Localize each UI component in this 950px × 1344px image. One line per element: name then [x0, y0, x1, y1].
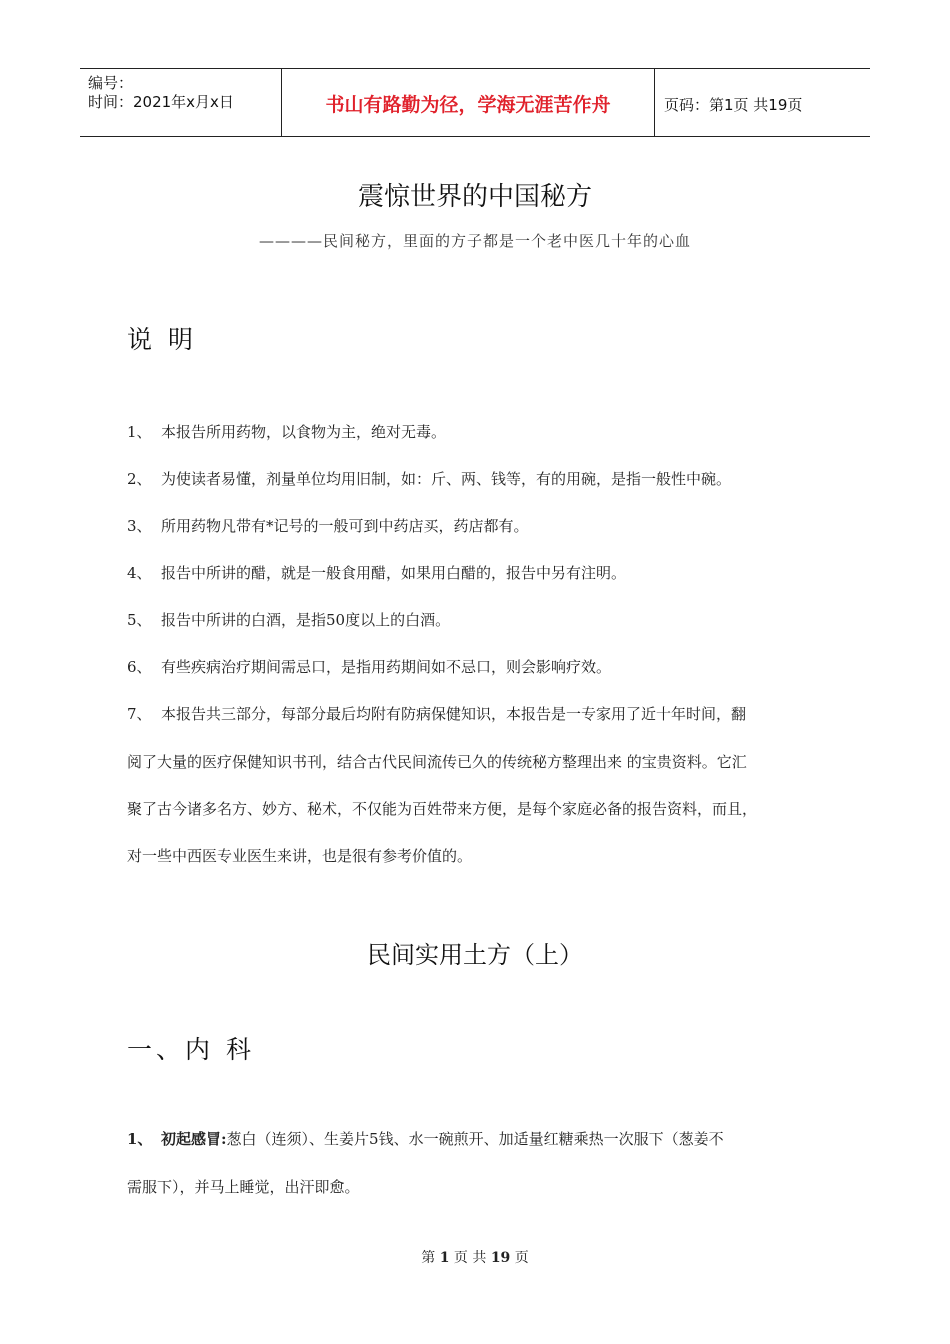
section-heading-internal: 一、内 科: [127, 1035, 255, 1064]
remedy-text: 葱白（连须）、生姜片5钱、水一碗煎开、加适量红糖乘热一次服下（葱姜不: [226, 1130, 724, 1148]
header-page-info: 页码：第1页 共19页: [664, 96, 803, 114]
list-item-number: 7、: [127, 705, 152, 723]
list-item-number: 3、: [127, 517, 152, 535]
section-heading-explain: 说 明: [127, 325, 197, 354]
list-item-text: 为使读者易懂，剂量单位均用旧制，如：斤、两、钱等，有的用碗，是指一般性中碗。: [161, 470, 732, 488]
remedy-name: 初起感冒:: [161, 1130, 227, 1148]
page-footer: [0, 1247, 950, 1267]
remedy-continuation: 需服下），并马上睡觉，出汗即愈。: [127, 1178, 360, 1196]
part-title: 民间实用土方（上）: [367, 941, 583, 969]
remedy-number: 1、: [127, 1130, 153, 1148]
footer-prefix: 第: [421, 1250, 436, 1266]
footer-suffix: 页: [514, 1250, 529, 1266]
remedy-entry: [127, 1128, 724, 1149]
list-item: [127, 562, 626, 583]
header-time-label: 时间：2021年x月x日: [88, 93, 234, 111]
list-item: [127, 515, 529, 536]
list-item-number: 1、: [127, 423, 152, 441]
list-item-text: 有些疾病治疗期间需忌口，是指用药期间如不忌口，则会影响疗效。: [161, 658, 612, 676]
list-item-number: 4、: [127, 564, 152, 582]
list-item-text: 本报告所用药物，以食物为主，绝对无毒。: [161, 423, 447, 441]
list-item: [127, 421, 446, 442]
list-item-continuation: 对一些中西医专业医生来讲，也是很有参考价值的。: [127, 847, 473, 865]
list-item-number: 2、: [127, 470, 152, 488]
list-item-number: 5、: [127, 611, 152, 629]
list-item-number: 6、: [127, 658, 152, 676]
list-item: [127, 609, 450, 630]
list-item: [127, 656, 611, 677]
footer-total-pages: 19: [490, 1250, 511, 1266]
header-motto: 书山有路勤为径，学海无涯苦作舟: [325, 94, 611, 116]
list-item-text: 报告中所讲的白酒，是指50度以上的白酒。: [161, 611, 451, 629]
list-item-text: 本报告共三部分，每部分最后均附有防病保健知识，本报告是一专家用了近十年时间，翻: [161, 705, 747, 723]
list-item-text: 所用药物凡带有*记号的一般可到中药店买，药店都有。: [161, 517, 529, 535]
header-top-rule: [80, 68, 870, 69]
list-item-continuation: 聚了古今诸多名方、妙方、秘术，不仅能为百姓带来方便，是每个家庭必备的报告资料，而且，: [127, 800, 758, 818]
document-title: 震惊世界的中国秘方: [357, 182, 592, 212]
header-bottom-rule: [80, 136, 870, 137]
header-number-label: 编号：: [88, 74, 134, 92]
list-item-text: 报告中所讲的醋，就是一般食用醋，如果用白醋的，报告中另有注明。: [161, 564, 627, 582]
document-subtitle: ————民间秘方，里面的方子都是一个老中医几十年的心血: [258, 232, 691, 250]
list-item: [127, 703, 746, 724]
list-item-continuation: 阅了大量的医疗保健知识书刊，结合古代民间流传已久的传统秘方整理出来 的宝贵资料。它汇: [127, 753, 747, 771]
list-item: [127, 468, 731, 489]
footer-page-number: 1: [439, 1250, 450, 1266]
header-divider-right: [654, 68, 655, 136]
footer-middle: 页 共: [453, 1250, 487, 1266]
